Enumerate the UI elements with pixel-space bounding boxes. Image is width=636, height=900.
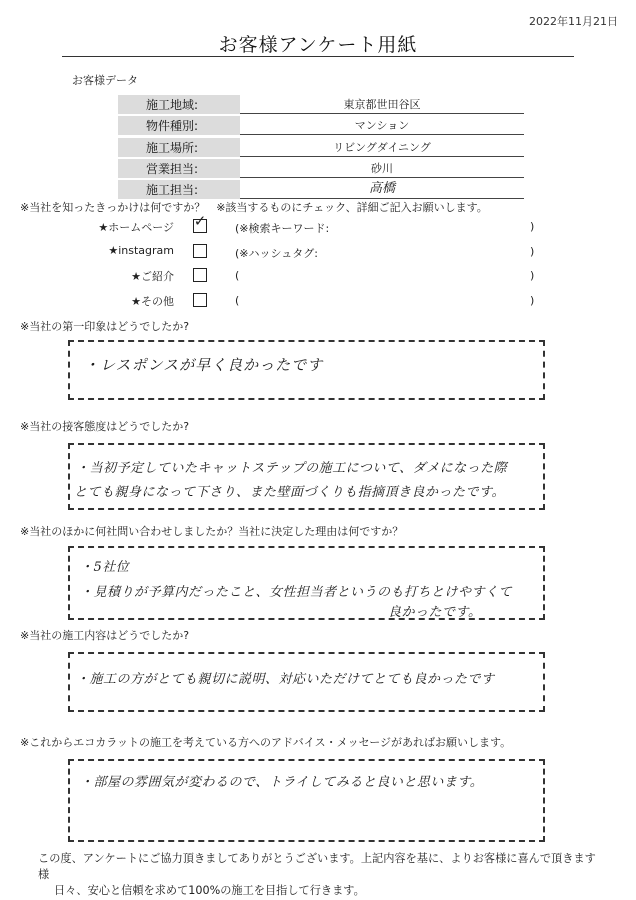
answer-line: ・部屋の雰囲気が変わるので、トライしてみると良いと思います。 bbox=[80, 775, 484, 790]
info-value: リビングダイニング bbox=[240, 138, 524, 157]
option-detail-other: ( bbox=[235, 294, 240, 307]
question-other-companies: ※当社のほかに何社問い合わせしましたか？当社に決定した理由は何ですか？ bbox=[20, 525, 404, 538]
info-label: 営業担当: bbox=[118, 159, 240, 178]
option-detail-close: ) bbox=[530, 269, 535, 282]
question-how-found: ※当社を知ったきっかけは何ですか？ ※該当するものにチェック、詳細ご記入お願いします。 bbox=[20, 201, 488, 214]
title-underline bbox=[62, 56, 574, 57]
answer-line: ・施工の方がとても親切に説明、対応いただけてとても良かったです bbox=[76, 672, 495, 687]
info-value: マンション bbox=[240, 116, 524, 135]
option-detail-close: ) bbox=[530, 294, 535, 307]
survey-date: 2022年11月21日 bbox=[529, 15, 618, 28]
option-detail-close: ) bbox=[530, 245, 535, 258]
question-work-content: ※当社の施工内容はどうでしたか? bbox=[20, 629, 190, 642]
customer-info-table bbox=[118, 95, 524, 199]
info-label: 施工担当: bbox=[118, 180, 240, 199]
option-detail-instagram: (※ハッシュタグ: bbox=[235, 247, 318, 260]
answer-line: ・当初予定していたキャットステップの施工について、ダメになった際 bbox=[76, 461, 508, 476]
answer-line: 良かったです。 bbox=[388, 605, 482, 620]
answer-box-service-attitude[interactable] bbox=[68, 443, 545, 510]
info-label: 施工場所: bbox=[118, 138, 240, 157]
option-label-instagram: ★instagram bbox=[108, 244, 174, 257]
option-detail-close: ) bbox=[530, 220, 535, 233]
info-row-sales-rep bbox=[118, 159, 524, 178]
info-value: 東京都世田谷区 bbox=[240, 95, 524, 114]
option-detail-referral: ( bbox=[235, 269, 240, 282]
answer-line: ・見積りが予算内だったこと、女性担当者というのも打ちとけやすくて bbox=[80, 585, 513, 600]
answer-box-other-companies[interactable] bbox=[68, 546, 545, 620]
checkbox-referral[interactable] bbox=[193, 268, 207, 282]
answer-box-work-content[interactable] bbox=[68, 652, 545, 712]
answer-line: ・5社位 bbox=[80, 560, 130, 575]
customer-data-heading: お客様データ bbox=[72, 74, 138, 87]
closing-line: この度、アンケートにご協力頂きましてありがとうございます。上記内容を基に、よりお客様に喜んで頂きます様 bbox=[38, 852, 596, 881]
checkbox-instagram[interactable] bbox=[193, 244, 207, 258]
closing-line: 日々、安心と信頼を求めて100%の施工を目指して行きます。 bbox=[54, 884, 365, 897]
question-advice: ※これからエコカラットの施工を考えている方へのアドバイス・メッセージがあればお願いします。 bbox=[20, 736, 512, 749]
answer-box-first-impression[interactable] bbox=[68, 340, 545, 400]
option-detail-homepage: (※検索キーワード: bbox=[235, 222, 330, 235]
info-value: 砂川 bbox=[240, 159, 524, 178]
question-service-attitude: ※当社の接客態度はどうでしたか? bbox=[20, 420, 190, 433]
answer-line: とても親身になって下さり、また壁面づくりも指摘頂き良かったです。 bbox=[74, 485, 505, 500]
info-row-place bbox=[118, 138, 524, 157]
option-label-homepage: ★ホームページ bbox=[98, 221, 174, 234]
page-title: お客様アンケート用紙 bbox=[218, 34, 418, 56]
option-label-referral: ★ご紹介 bbox=[131, 270, 174, 283]
info-row-location bbox=[118, 95, 524, 114]
info-label: 施工地域: bbox=[118, 95, 240, 114]
answer-line: ・レスポンスが早く良かったです bbox=[84, 356, 324, 374]
checkbox-other[interactable] bbox=[193, 293, 207, 307]
check-mark-icon: ✓ bbox=[193, 212, 207, 230]
info-row-property-type bbox=[118, 116, 524, 135]
question-first-impression: ※当社の第一印象はどうでしたか? bbox=[20, 320, 190, 333]
closing-message bbox=[38, 851, 598, 899]
info-value-handwritten: 高橋 bbox=[240, 180, 524, 199]
info-label: 物件種別: bbox=[118, 116, 240, 135]
info-row-installer bbox=[118, 180, 524, 199]
answer-box-advice[interactable] bbox=[68, 759, 545, 842]
option-label-other: ★その他 bbox=[131, 295, 174, 308]
